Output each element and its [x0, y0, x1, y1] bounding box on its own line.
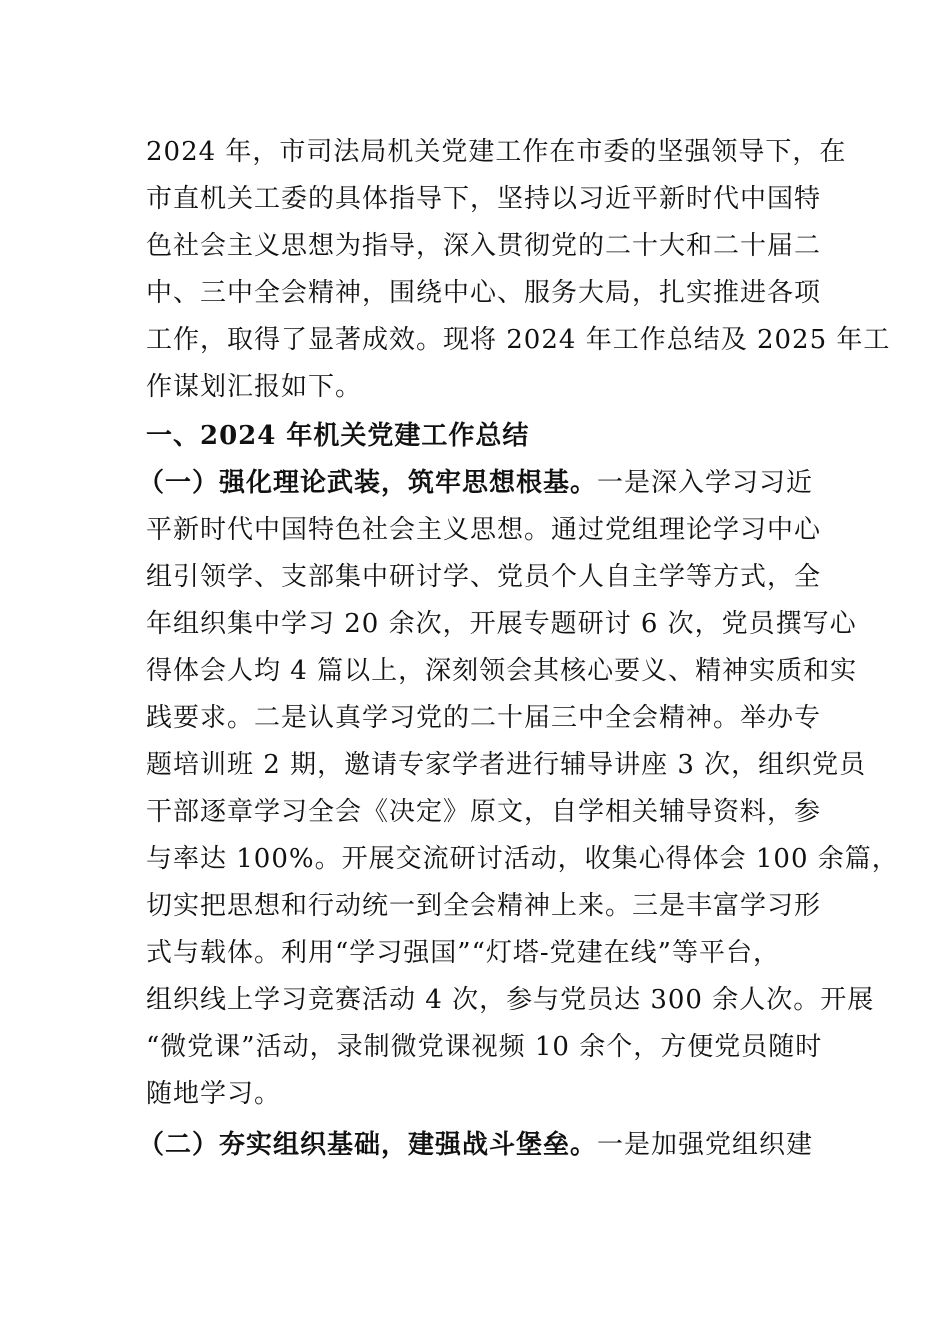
subsection-1-line-11: 组织线上学习竞赛活动 4 次，参与党员达 300 余人次。开展 — [146, 985, 875, 1015]
subsection-2-first-line-text: 一是加强党组织建 — [597, 1130, 814, 1160]
subsection-2-title: （二）夯实组织基础，建强战斗堡垒。 — [138, 1130, 598, 1160]
paragraph-1-line-1: 2024 年，市司法局机关党建工作在市委的坚强领导下，在 — [146, 137, 847, 167]
subsection-1-line-2: 组引领学、支部集中研讨学、党员个人自主学等方式，全 — [146, 562, 822, 592]
section-1-heading: 一、2024 年机关党建工作总结 — [146, 421, 530, 451]
subsection-2-first-line — [138, 1128, 813, 1162]
subsection-1-line-10: 式与载体。利用“学习强国”“灯塔-党建在线”等平台， — [146, 938, 780, 968]
subsection-1-line-13: 随地学习。 — [146, 1079, 282, 1109]
paragraph-1-line-6: 作谋划汇报如下。 — [146, 372, 363, 402]
subsection-1-line-7: 干部逐章学习全会《决定》原文，自学相关辅导资料，参 — [146, 797, 822, 827]
paragraph-1-line-4: 中、三中全会精神，围绕中心、服务大局，扎实推进各项 — [146, 278, 822, 308]
subsection-1-first-line-text: 一是深入学习习近 — [597, 468, 814, 498]
subsection-1-line-1: 平新时代中国特色社会主义思想。通过党组理论学习中心 — [146, 515, 822, 545]
subsection-1-line-5: 践要求。二是认真学习党的二十届三中全会精神。举办专 — [146, 703, 822, 733]
paragraph-1-line-3: 色社会主义思想为指导，深入贯彻党的二十大和二十届二 — [146, 231, 822, 261]
subsection-1-line-12: “微党课”活动，录制微党课视频 10 余个，方便党员随时 — [146, 1032, 823, 1062]
subsection-1-line-4: 得体会人均 4 篇以上，深刻领会其核心要义、精神实质和实 — [146, 656, 858, 686]
subsection-1-first-line — [138, 466, 813, 500]
paragraph-1-line-2: 市直机关工委的具体指导下，坚持以习近平新时代中国特 — [146, 184, 822, 214]
subsection-1-line-6: 题培训班 2 期，邀请专家学者进行辅导讲座 3 次，组织党员 — [146, 750, 867, 780]
paragraph-1-line-5: 工作，取得了显著成效。现将 2024 年工作总结及 2025 年工 — [146, 325, 891, 355]
subsection-1-title: （一）强化理论武装，筑牢思想根基。 — [138, 468, 598, 498]
subsection-1-line-3: 年组织集中学习 20 余次，开展专题研讨 6 次，党员撰写心 — [146, 609, 857, 639]
subsection-1-line-9: 切实把思想和行动统一到全会精神上来。三是丰富学习形 — [146, 891, 822, 921]
subsection-1-line-8: 与率达 100%。开展交流研讨活动，收集心得体会 100 余篇， — [146, 844, 899, 874]
